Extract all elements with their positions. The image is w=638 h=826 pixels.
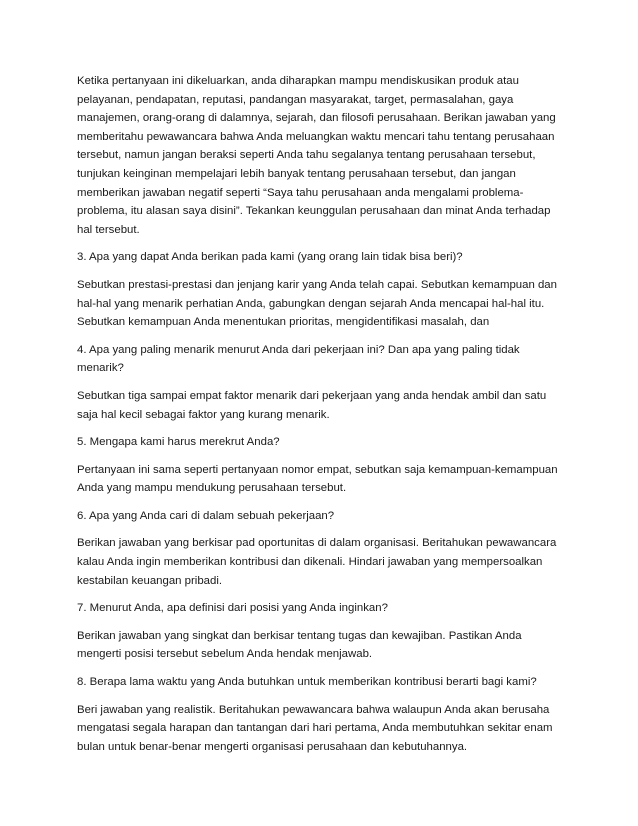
question-heading (77, 599, 573, 618)
text-line: 8. Berapa lama waktu yang Anda butuhkan untuk memberikan kontribusi berarti bagi kami? (77, 676, 537, 689)
text-line: menarik? (77, 362, 124, 375)
text-line: 4. Apa yang paling menarik menurut Anda dari pekerjaan ini? Dan apa yang paling tidak (77, 343, 520, 356)
text-line: tunjukan keinginan mempelajari lebih banyak tentang perusahaan tersebut, dan jangan (77, 167, 516, 180)
text-line: kalau Anda ingin memberikan kontribusi dan dikenali. Hindari jawaban yang mempersoalkan (77, 556, 543, 569)
text-line: Berikan jawaban yang berkisar pad oportunitas di dalam organisasi. Beritahukan pewawancara (77, 537, 557, 550)
question-heading (77, 673, 573, 692)
text-line: Sebutkan tiga sampai empat faktor menarik dari pekerjaan yang anda hendak ambil dan satu (77, 389, 547, 402)
text-line: Berikan jawaban yang singkat dan berkisar tentang tugas dan kewajiban. Pastikan Anda (77, 629, 522, 642)
body-paragraph (77, 72, 573, 239)
question-heading (77, 248, 573, 267)
text-line: Ketika pertanyaan ini dikeluarkan, anda diharapkan mampu mendiskusikan produk atau (77, 75, 519, 87)
text-line: hal tersebut. (77, 223, 140, 236)
text-line: Anda yang mampu mendukung perusahaan tersebut. (77, 482, 347, 495)
body-paragraph (77, 387, 573, 424)
text-line: pelayanan, pendapatan, reputasi, pandangan masyarakat, target, permasalahan, gaya (77, 93, 514, 106)
body-paragraph (77, 276, 573, 332)
text-line: tersebut, namun jangan beraksi seperti Anda tahu segalanya tentang perusahaan tersebut, (77, 149, 536, 162)
text-line: Sebutkan kemampuan Anda menentukan prioritas, mengidentifikasi masalah, dan (77, 316, 490, 329)
text-line: bulan untuk benar-benar mengerti organisasi perusahaan dan kebutuhannya. (77, 740, 468, 753)
text-line: memberikan jawaban negatif seperti “Saya tahu perusahaan anda mengalami problema- (77, 186, 524, 199)
text-line: manajemen, orang-orang di dalamnya, sejarah, dan filosofi perusahaan. Berikan jawaban yang (77, 112, 556, 125)
text-line: 5. Mengapa kami harus merekrut Anda? (77, 436, 280, 449)
text-line: 6. Apa yang Anda cari di dalam sebuah pekerjaan? (77, 509, 335, 522)
question-heading (77, 341, 573, 378)
text-line: kestabilan keuangan pribadi. (77, 574, 223, 587)
text-line: 3. Apa yang dapat Anda berikan pada kami (yang orang lain tidak bisa beri)? (77, 251, 463, 264)
text-line: problema, itu alasan saya disini”. Tekankan keunggulan perusahaan dan minat Anda terhadap (77, 205, 551, 218)
text-line: Pertanyaan ini sama seperti pertanyaan nomor empat, sebutkan saja kemampuan-kemampuan (77, 463, 558, 476)
body-paragraph (77, 461, 573, 498)
text-line: mengatasi segala harapan dan tantangan dari hari pertama, Anda membutuhkan sekitar enam (77, 722, 553, 735)
text-line: 7. Menurut Anda, apa definisi dari posisi yang Anda inginkan? (77, 602, 388, 615)
document-body (77, 72, 573, 765)
question-heading (77, 507, 573, 526)
body-paragraph (77, 627, 573, 664)
text-line: saja hal kecil sebagai faktor yang kurang menarik. (77, 408, 330, 421)
text-line: memberitahu pewawancara bahwa Anda meluangkan waktu mencari tahu tentang perusahaan (77, 130, 555, 143)
question-heading (77, 433, 573, 452)
text-line: mengerti posisi tersebut sebelum Anda hendak menjawab. (77, 648, 373, 661)
text-line: Beri jawaban yang realistik. Beritahukan pewawancara bahwa walaupun Anda akan berusaha (77, 703, 550, 716)
body-paragraph (77, 701, 573, 757)
text-line: hal-hal yang menarik perhatian Anda, gabungkan dengan sejarah Anda mencapai hal-hal itu. (77, 297, 545, 310)
text-line: Sebutkan prestasi-prestasi dan jenjang karir yang Anda telah capai. Sebutkan kemampuan dan (77, 278, 557, 291)
body-paragraph (77, 534, 573, 590)
